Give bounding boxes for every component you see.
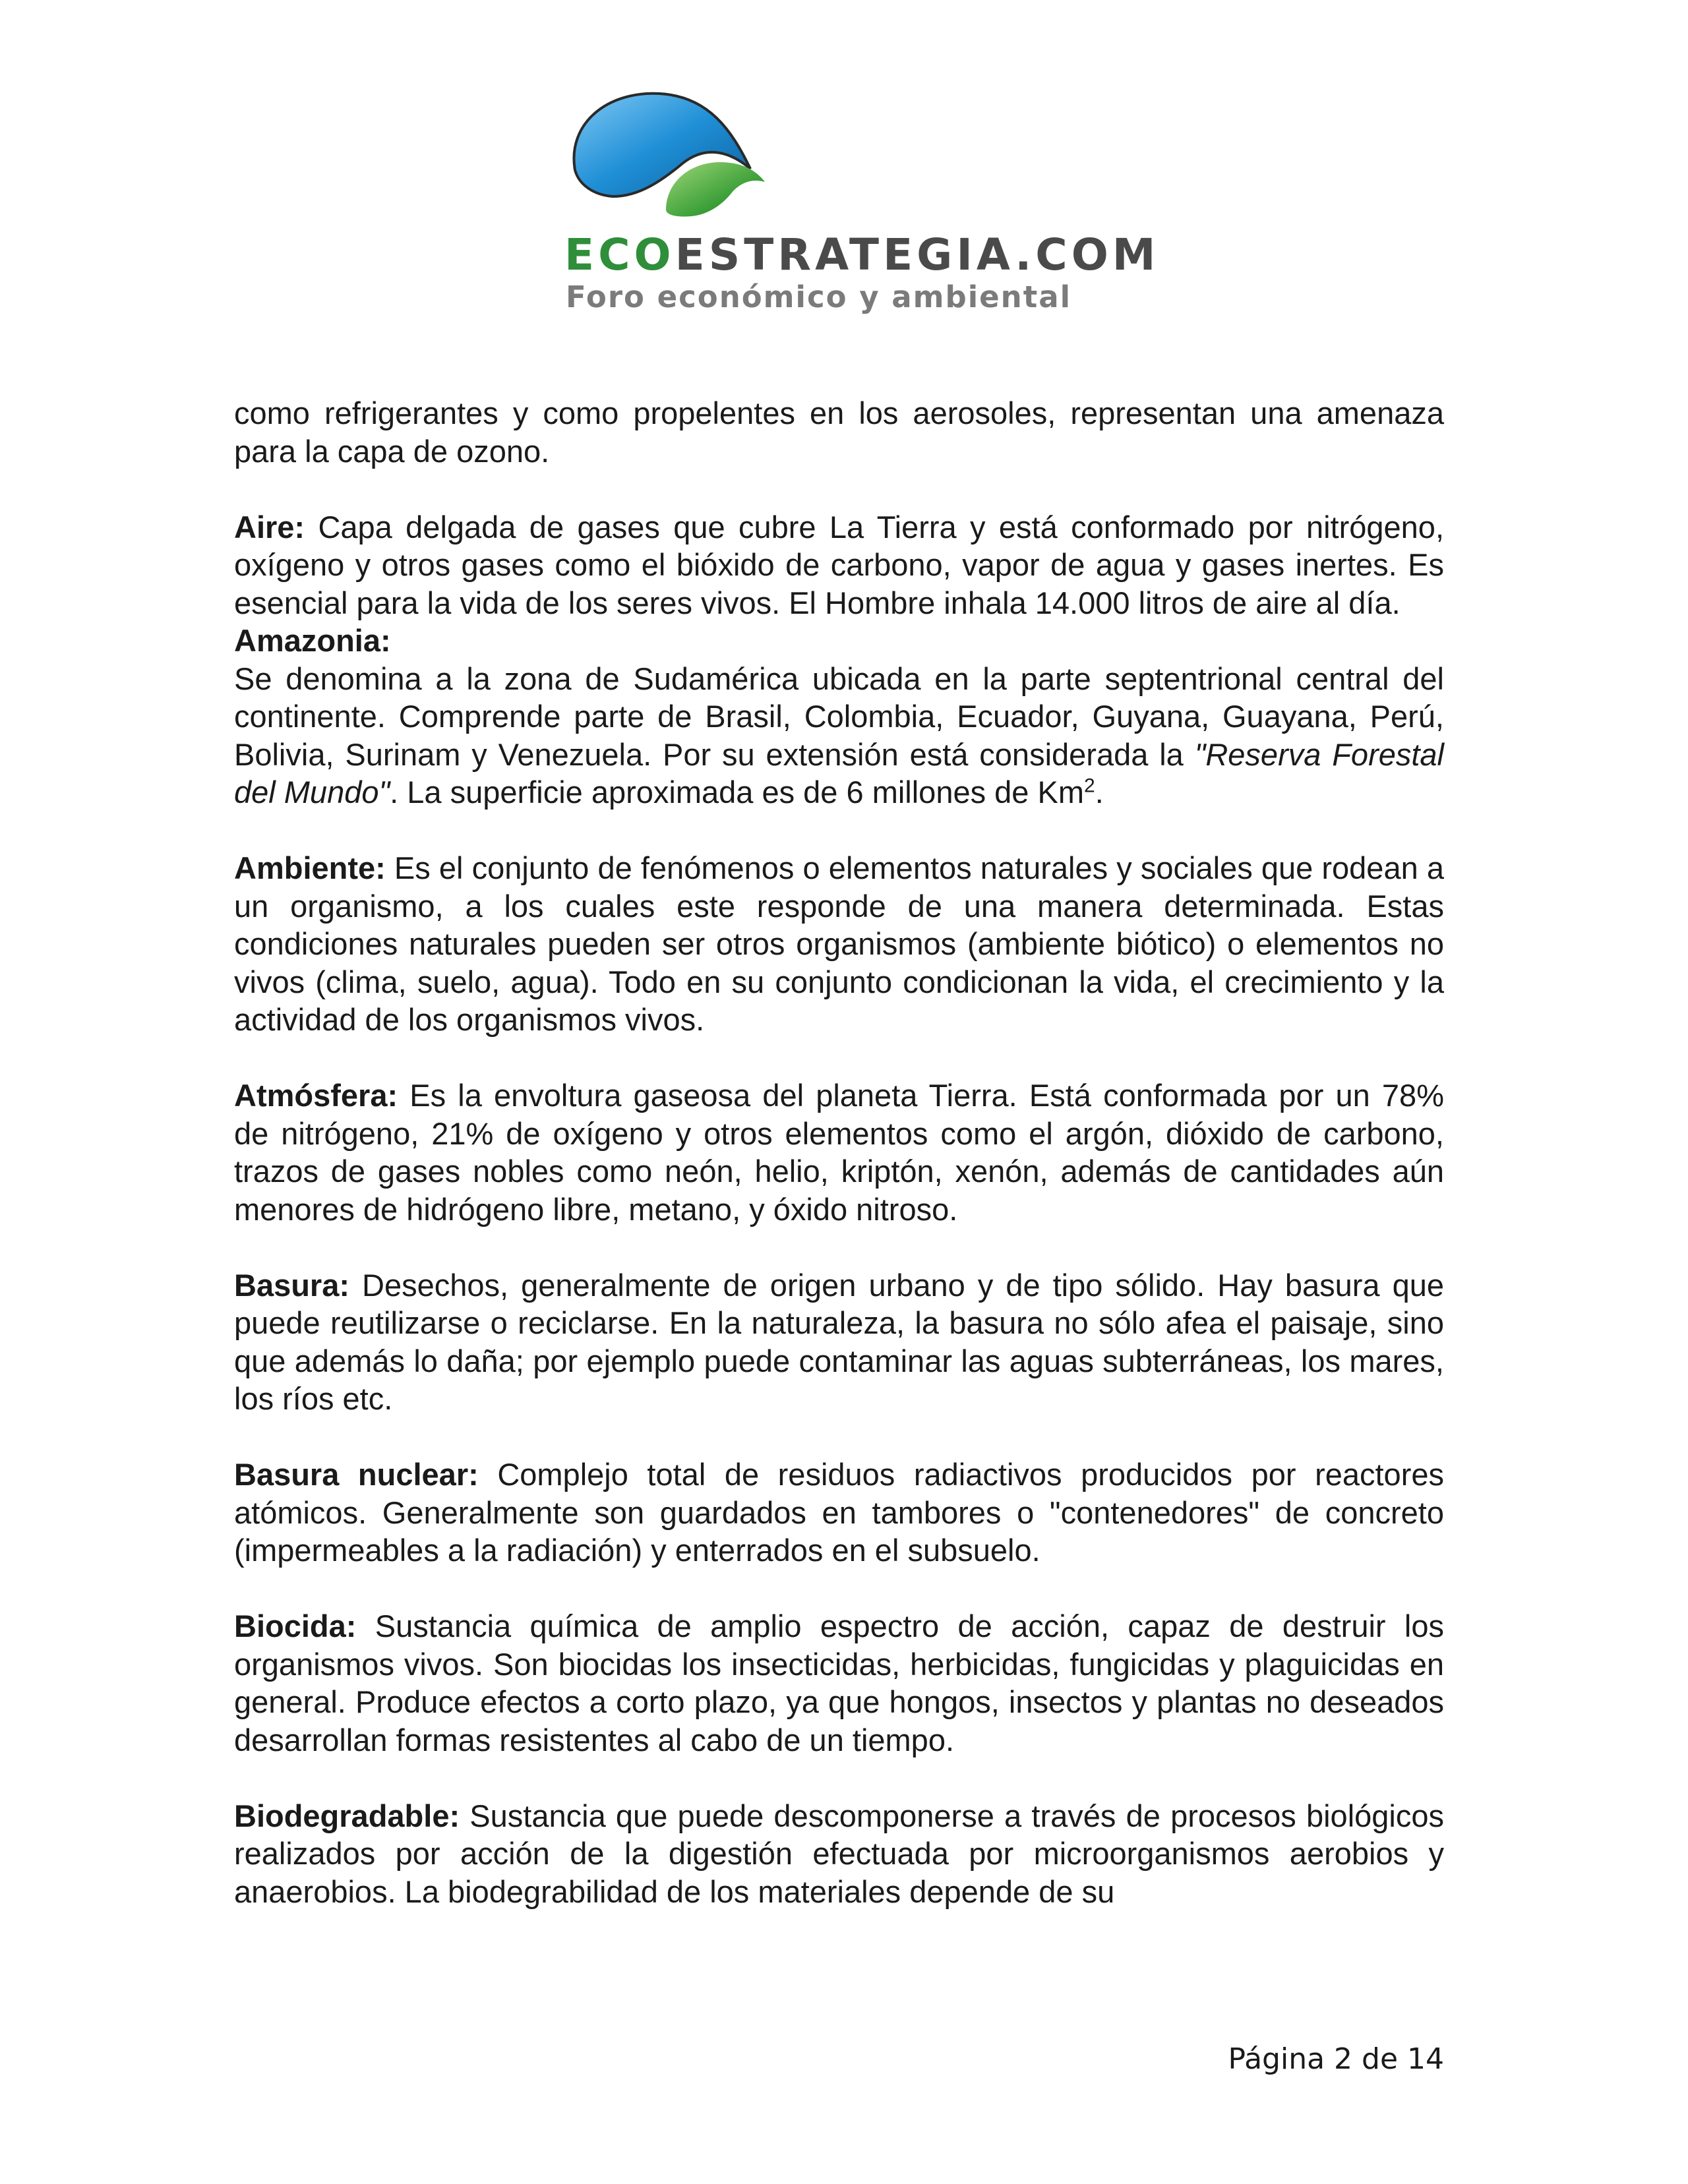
paragraph-intro: como refrigerantes y como propelentes en los aerosoles, representan una amenaza para la capa de ozono. <box>234 396 1444 469</box>
entry-biocida <box>234 1607 1444 1759</box>
definition-aire: Capa delgada de gases que cubre La Tierra y está conformado por nitrógeno, oxígeno y otros gases como el bióxido de carbono, vapor de agua y gases inertes. Es esencial para la vida de los seres vivos. El Hombre inhala 14.000 litros de aire al día. <box>234 509 1444 620</box>
entry-aire <box>234 508 1444 622</box>
definition-biodegradable: Sustancia que puede descomponerse a través de procesos biológicos realizados por acción de la digestión efectuada por microorganismos aerobios y anaerobios. La biodegrabilidad de los materiales depende de su <box>234 1798 1444 1909</box>
amazonia-text-2: . La superficie aproximada es de 6 millones de Km <box>390 775 1084 810</box>
entry-basura-nuclear <box>234 1456 1444 1570</box>
term-basura: Basura: <box>234 1267 350 1303</box>
term-ambiente: Ambiente: <box>234 850 386 885</box>
definition-amazonia <box>234 660 1444 812</box>
definition-ambiente: Es el conjunto de fenómenos o elementos naturales y sociales que rodean a un organismo, a los cuales este responde de una manera determinada. Estas condiciones naturales pueden ser otros organismos (ambiente biótico) o elementos no vivos (clima, suelo, agua). Todo en su conjunto condicionan la vida, el crecimiento y la actividad de los organismos vivos. <box>234 850 1444 1037</box>
entry-ambiente <box>234 849 1444 1039</box>
logo-estrategia: ESTRATEGIA.COM <box>675 229 1160 280</box>
definition-basura-nuclear: Complejo total de residuos radiactivos producidos por reactores atómicos. Generalmente son guardados en tambores o "contenedores" de concreto (impermeables a la radiación) y enterrados en el subsuelo. <box>234 1457 1444 1568</box>
logo-title <box>564 229 1160 280</box>
page-number: Página 2 de 14 <box>1228 2042 1444 2076</box>
entry-atmosfera <box>234 1077 1444 1228</box>
term-aire: Aire: <box>234 509 305 545</box>
amazonia-italic: "Reserva Forestal del Mundo" <box>234 736 1445 810</box>
term-basura-nuclear: Basura nuclear: <box>234 1457 479 1492</box>
amazonia-end: . <box>1095 775 1104 810</box>
term-amazonia: Amazonia: <box>234 623 391 658</box>
term-atmosfera: Atmósfera: <box>234 1078 398 1113</box>
logo <box>554 84 1160 322</box>
definition-atmosfera: Es la envoltura gaseosa del planeta Tierra. Está conformada por un 78% de nitrógeno, 21% de oxígeno y otros elementos como el argón, dióxido de carbono, trazos de gases nobles como neón, helio, kriptón, xenón, además de cantidades aún menores de hidrógeno libre, metano, y óxido nitroso. <box>234 1078 1444 1227</box>
definition-biocida: Sustancia química de amplio espectro de acción, capaz de destruir los organismos vivos. Son biocidas los insecticidas, herbicidas, fungicidas y plaguicidas en general. Produce efectos a corto plazo, ya que hongos, insectos y plantas no deseados desarrollan formas resistentes al cabo de un tiempo. <box>234 1608 1444 1757</box>
amazonia-superscript: 2 <box>1084 775 1095 797</box>
definition-basura: Desechos, generalmente de origen urbano y de tipo sólido. Hay basura que puede reutilizarse o reciclarse. En la naturaleza, la basura no sólo afea el paisaje, sino que además lo daña; por ejemplo puede contaminar las aguas subterráneas, los mares, los ríos etc. <box>234 1267 1444 1416</box>
logo-eco: ECO <box>564 229 675 280</box>
term-biodegradable: Biodegradable: <box>234 1798 460 1833</box>
logo-drop-icon <box>567 84 778 229</box>
logo-subtitle: Foro económico y ambiental <box>566 280 1071 314</box>
amazonia-text-1: Se denomina a la zona de Sudamérica ubicada en la parte septentrional central del continente. Comprende parte de Brasil, Colombia, Ecuador, Guyana, Guayana, Perú, Bolivia, Surinam y Venezuela. Por su extensión está considerada la <box>234 661 1444 772</box>
entry-basura <box>234 1266 1444 1418</box>
entry-biodegradable <box>234 1797 1444 1911</box>
term-biocida: Biocida: <box>234 1608 357 1643</box>
document-body <box>234 394 1444 1949</box>
